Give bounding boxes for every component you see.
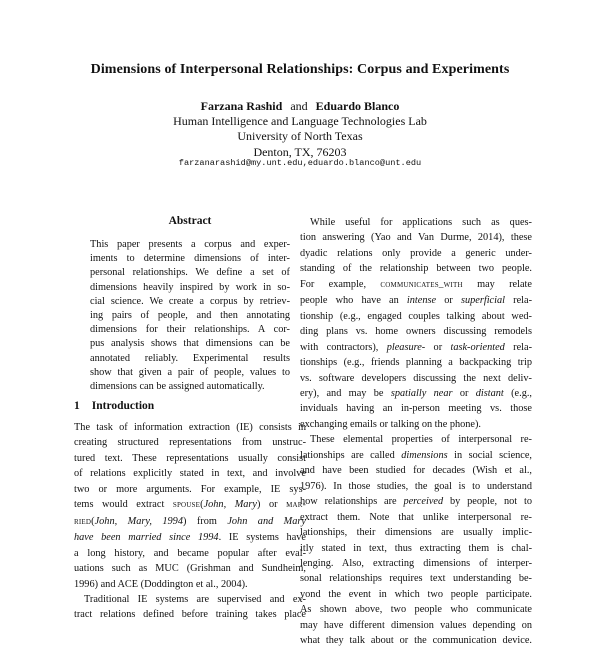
body-line [300,448,532,463]
body-line: lationships, their dimensions are usually implic- [300,527,532,539]
body-line: what they talk about or the communication device. [300,635,532,647]
text-run: tems would extract [74,499,173,511]
dimension-term: distant [475,387,504,399]
body-line: exchanging emails or talking on the phone). [300,418,482,430]
example-text: John and Mary [227,515,306,527]
text-run: (e.g., [503,387,533,399]
text-run: how relationships are [300,496,404,508]
right-column-text [300,215,532,649]
text-run: by people, not to [443,496,532,508]
abstract-line: iments to determine dimensions of inter- [90,253,290,265]
body-line: sonal relationships requires text understanding be- [300,573,532,585]
body-line: and have been studied for decades (Wish et al., [300,465,532,477]
abstract-line: personal relationships. We define a set of [90,267,290,279]
section-title: Introduction [91,400,155,412]
university: University of North Texas [237,129,363,144]
body-line: itly stated in text, thus extracting them is chal- [300,542,532,554]
relation-name: ried [74,516,92,527]
author-name: Eduardo Blanco [315,99,400,113]
paper-title: Dimensions of Interpersonal Relationships: Corpus and Experiments [90,62,510,77]
body-line [300,340,532,355]
dimension-term: task-oriented [450,341,505,353]
author-name: Farzana Rashid [200,99,283,113]
body-line: While useful for applications such as ques- [310,217,532,228]
body-line: yond the event in which two people participate. [300,588,532,600]
dimension-term: superficial [460,295,505,307]
abstract-line: This paper presents a corpus and exper- [90,239,290,250]
body-line [300,386,532,401]
body-line: ding plans vs. home owners discussing remodels [300,326,532,338]
text-run: For example, [300,278,381,290]
body-line: These elemental properties of interpersonal re- [310,434,532,446]
body-line: tion answering (Yao and Van Durme, 2014), these [300,232,532,244]
body-line: creating structured representations from unstruc- [74,437,306,449]
author-conjunction: and [290,99,308,113]
abstract-line: cial science. We create a corpus by retriev- [90,295,290,307]
introduction-text [74,420,306,623]
location: Denton, TX, 76203 [253,144,347,159]
body-line: may have different dimension values depending on [300,619,532,631]
abstract-line: ing pairs of people, and then annotating [90,310,290,322]
body-line: two or more arguments. For example, IE sys- [74,483,306,495]
body-line: tionship (e.g., engaged couples talking about wed- [300,310,532,322]
relation-name: communicates_with [380,279,463,290]
text-run: with contractors), [300,341,387,353]
text-run: ) from [182,515,228,527]
abstract-line: pus analysis shows that dimensions can be [90,338,290,350]
body-line [300,494,532,509]
affiliation: Human Intelligence and Language Technologies Lab [173,114,427,129]
body-line: tionships (e.g., friends planning a backpacking trip [300,357,532,369]
body-line: extract them. Note that unlike interpersonal re- [300,511,532,523]
relation-args: John, Mary [203,499,258,511]
body-line: inviduals having an in-person meeting vs. those [300,403,532,415]
author-emails: farzanarashid@my.unt.edu,eduardo.blanco@unt.edu [178,158,422,168]
text-run: ) or [257,499,287,511]
body-line: 1976). In those studies, the goal is to understand [300,480,532,492]
relation-name: mar- [286,500,306,511]
text-run: ery), and may be [300,387,391,399]
body-line [74,530,306,545]
body-line: standing of the relationship between two people. [300,263,532,275]
text-run: rela- [504,341,532,353]
body-line: dyadic relations only provide a generic under- [300,247,532,259]
dimension-term: spatially near [390,387,453,399]
author-block [0,99,600,160]
relation-name: spouse [172,500,201,511]
body-line: tured text. These representations usually consist [74,452,306,464]
abstract-heading: Abstract [168,215,212,227]
body-line: As shown above, two people who communicate [300,604,532,616]
example-text: have been married since 1994 [74,532,219,544]
text-run: may relate [462,278,532,290]
dimension-term: perceived [403,496,444,508]
body-line: vs. software developers discussing the next deliv- [300,372,532,384]
text-run: or [425,341,451,353]
text-run: lationships are called [300,449,402,461]
text-run: or [436,295,461,307]
dimension-term: pleasure- [386,341,426,353]
body-line: The task of information extraction (IE) consists in [74,422,306,433]
text-run: people who have an [300,295,407,307]
dimension-term: dimensions [401,449,448,461]
body-line [74,514,306,530]
body-line: Traditional IE systems are supervised and ex- [84,593,306,605]
body-line: lenging. Also, extracting dimensions of interper- [300,557,532,569]
text-run: rela- [505,295,533,307]
abstract-line: dimensions heavily inspired by work in so- [90,281,290,293]
body-line: of relations explicitly stated in text, and involve [74,468,306,480]
abstract-line: dimensions can be assigned automatically. [90,381,265,393]
text-run: in social science, [447,449,532,461]
text-run: . IE systems have [218,532,306,544]
text-run: or [452,387,476,399]
dimension-term: intense [406,295,437,307]
section-heading [74,400,154,412]
body-line [300,277,532,293]
abstract-line: show that given a pair of people, values to [90,366,290,378]
body-line [300,293,532,308]
body-line: 1996) and ACE (Doddington et al., 2004). [74,578,248,590]
text-run: ( [200,499,204,511]
abstract-body [90,238,290,394]
relation-args: John, Mary, 1994 [94,515,183,527]
body-line: uations such as MUC (Grishman and Sundheim, [74,563,306,575]
section-number: 1 [74,400,80,412]
abstract-line: annotated reliably. Experimental results [90,352,290,364]
body-line: tract relations defined before training takes place [74,609,306,621]
abstract-line: dimensions for their relationships. A cor- [90,324,290,336]
body-line: a long history, and became popular after eval- [74,547,306,559]
author-names [0,99,600,114]
text-run: ( [91,515,95,527]
body-line [74,497,306,513]
